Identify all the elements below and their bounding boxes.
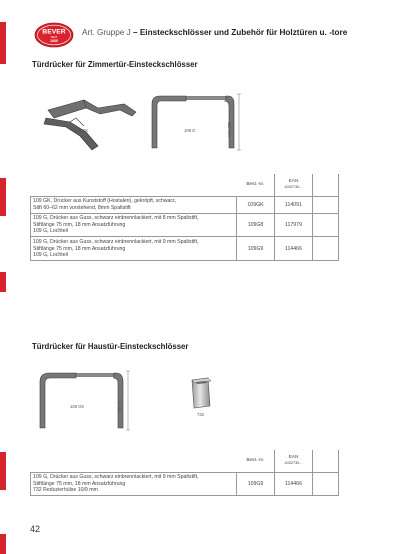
product-table-interior (30, 174, 339, 261)
reducing-sleeve-732-image (186, 374, 216, 414)
section-title-front-door: Türdrücker für Haustür-Einsteckschlösser (32, 342, 189, 351)
product-description: 109 G, Drücker aus Guss, schwarz einbrennlackiert, mit 9 mm Spaltstift, Stiftlänge 75 mm, 18 mm Ansatzführung 109 G, Lochteil (31, 237, 237, 261)
page-header (82, 28, 392, 37)
figure-label-109gk: 109 GK (74, 128, 89, 133)
ean-number: 114466 (275, 472, 313, 496)
red-margin-marker (0, 22, 6, 64)
ean-number: 117979 (275, 213, 313, 237)
order-number: 109G8 (237, 213, 275, 237)
column-header-ean: EAN 4002730... (275, 174, 313, 196)
red-margin-marker (0, 178, 6, 216)
table-row (31, 213, 339, 237)
product-description: 109 G, Drücker aus Guss, schwarz einbrennlackiert, mit 8 mm Spaltstift, Stiftlänge 75 mm, 18 mm Ansatzführung 109 G, Lochteil (31, 213, 237, 237)
dimension-label: 110 mm (227, 122, 232, 137)
section-title-interior: Türdrücker für Zimmertür-Einsteckschlösser (32, 60, 198, 69)
page-number: 42 (30, 524, 41, 534)
order-number: 109G9 (237, 237, 275, 261)
product-description: 109 GK, Drücker aus Kunststoff (Hostalen), gekröpft, schwarz, Stift 60–62 mm vorstehend, 8mm Spaltstift (31, 196, 237, 213)
page-title: Einsteckschlösser und Zubehör für Holztüren u. -tore (139, 28, 348, 37)
figure-label-109g: 109 G (184, 128, 196, 133)
table-row (31, 472, 339, 496)
figure-label-732: 732 (197, 412, 204, 417)
red-margin-marker (0, 272, 6, 292)
order-number: 109G9 (237, 472, 275, 496)
table-row (31, 196, 339, 213)
column-header-ean: EAN 4002730... (275, 450, 313, 472)
svg-text:SEIT: SEIT (50, 35, 58, 40)
svg-text:BEVER: BEVER (42, 28, 66, 36)
article-group-label: Art. Gruppe (82, 28, 125, 37)
lever-handle-109gk-image (36, 96, 146, 156)
header-separator: – (132, 28, 138, 37)
dimension-label: 110 mm (117, 398, 122, 413)
bever-logo (34, 22, 74, 48)
ean-number: 114091 (275, 196, 313, 213)
column-header-bestnr: Best.-nr. (237, 174, 275, 196)
table-row (31, 237, 339, 261)
article-group-number: J (126, 28, 131, 37)
column-header-bestnr: Best.-nr. (237, 450, 275, 472)
ean-number: 114466 (275, 237, 313, 261)
red-margin-marker (0, 534, 6, 554)
red-margin-marker (0, 452, 6, 490)
figure-label-109g9: 109 G9 (70, 404, 84, 409)
product-description: 109 G, Drücker aus Guss, schwarz einbrennlackiert, mit 9 mm Spaltstift, Stiftlänge 75 mm, 18 mm Ansatzführung 732 Reduzierhülse 10/9 mm (31, 472, 237, 496)
order-number: 109GK (237, 196, 275, 213)
product-table-front-door (30, 450, 339, 496)
svg-text:1830: 1830 (50, 39, 58, 43)
